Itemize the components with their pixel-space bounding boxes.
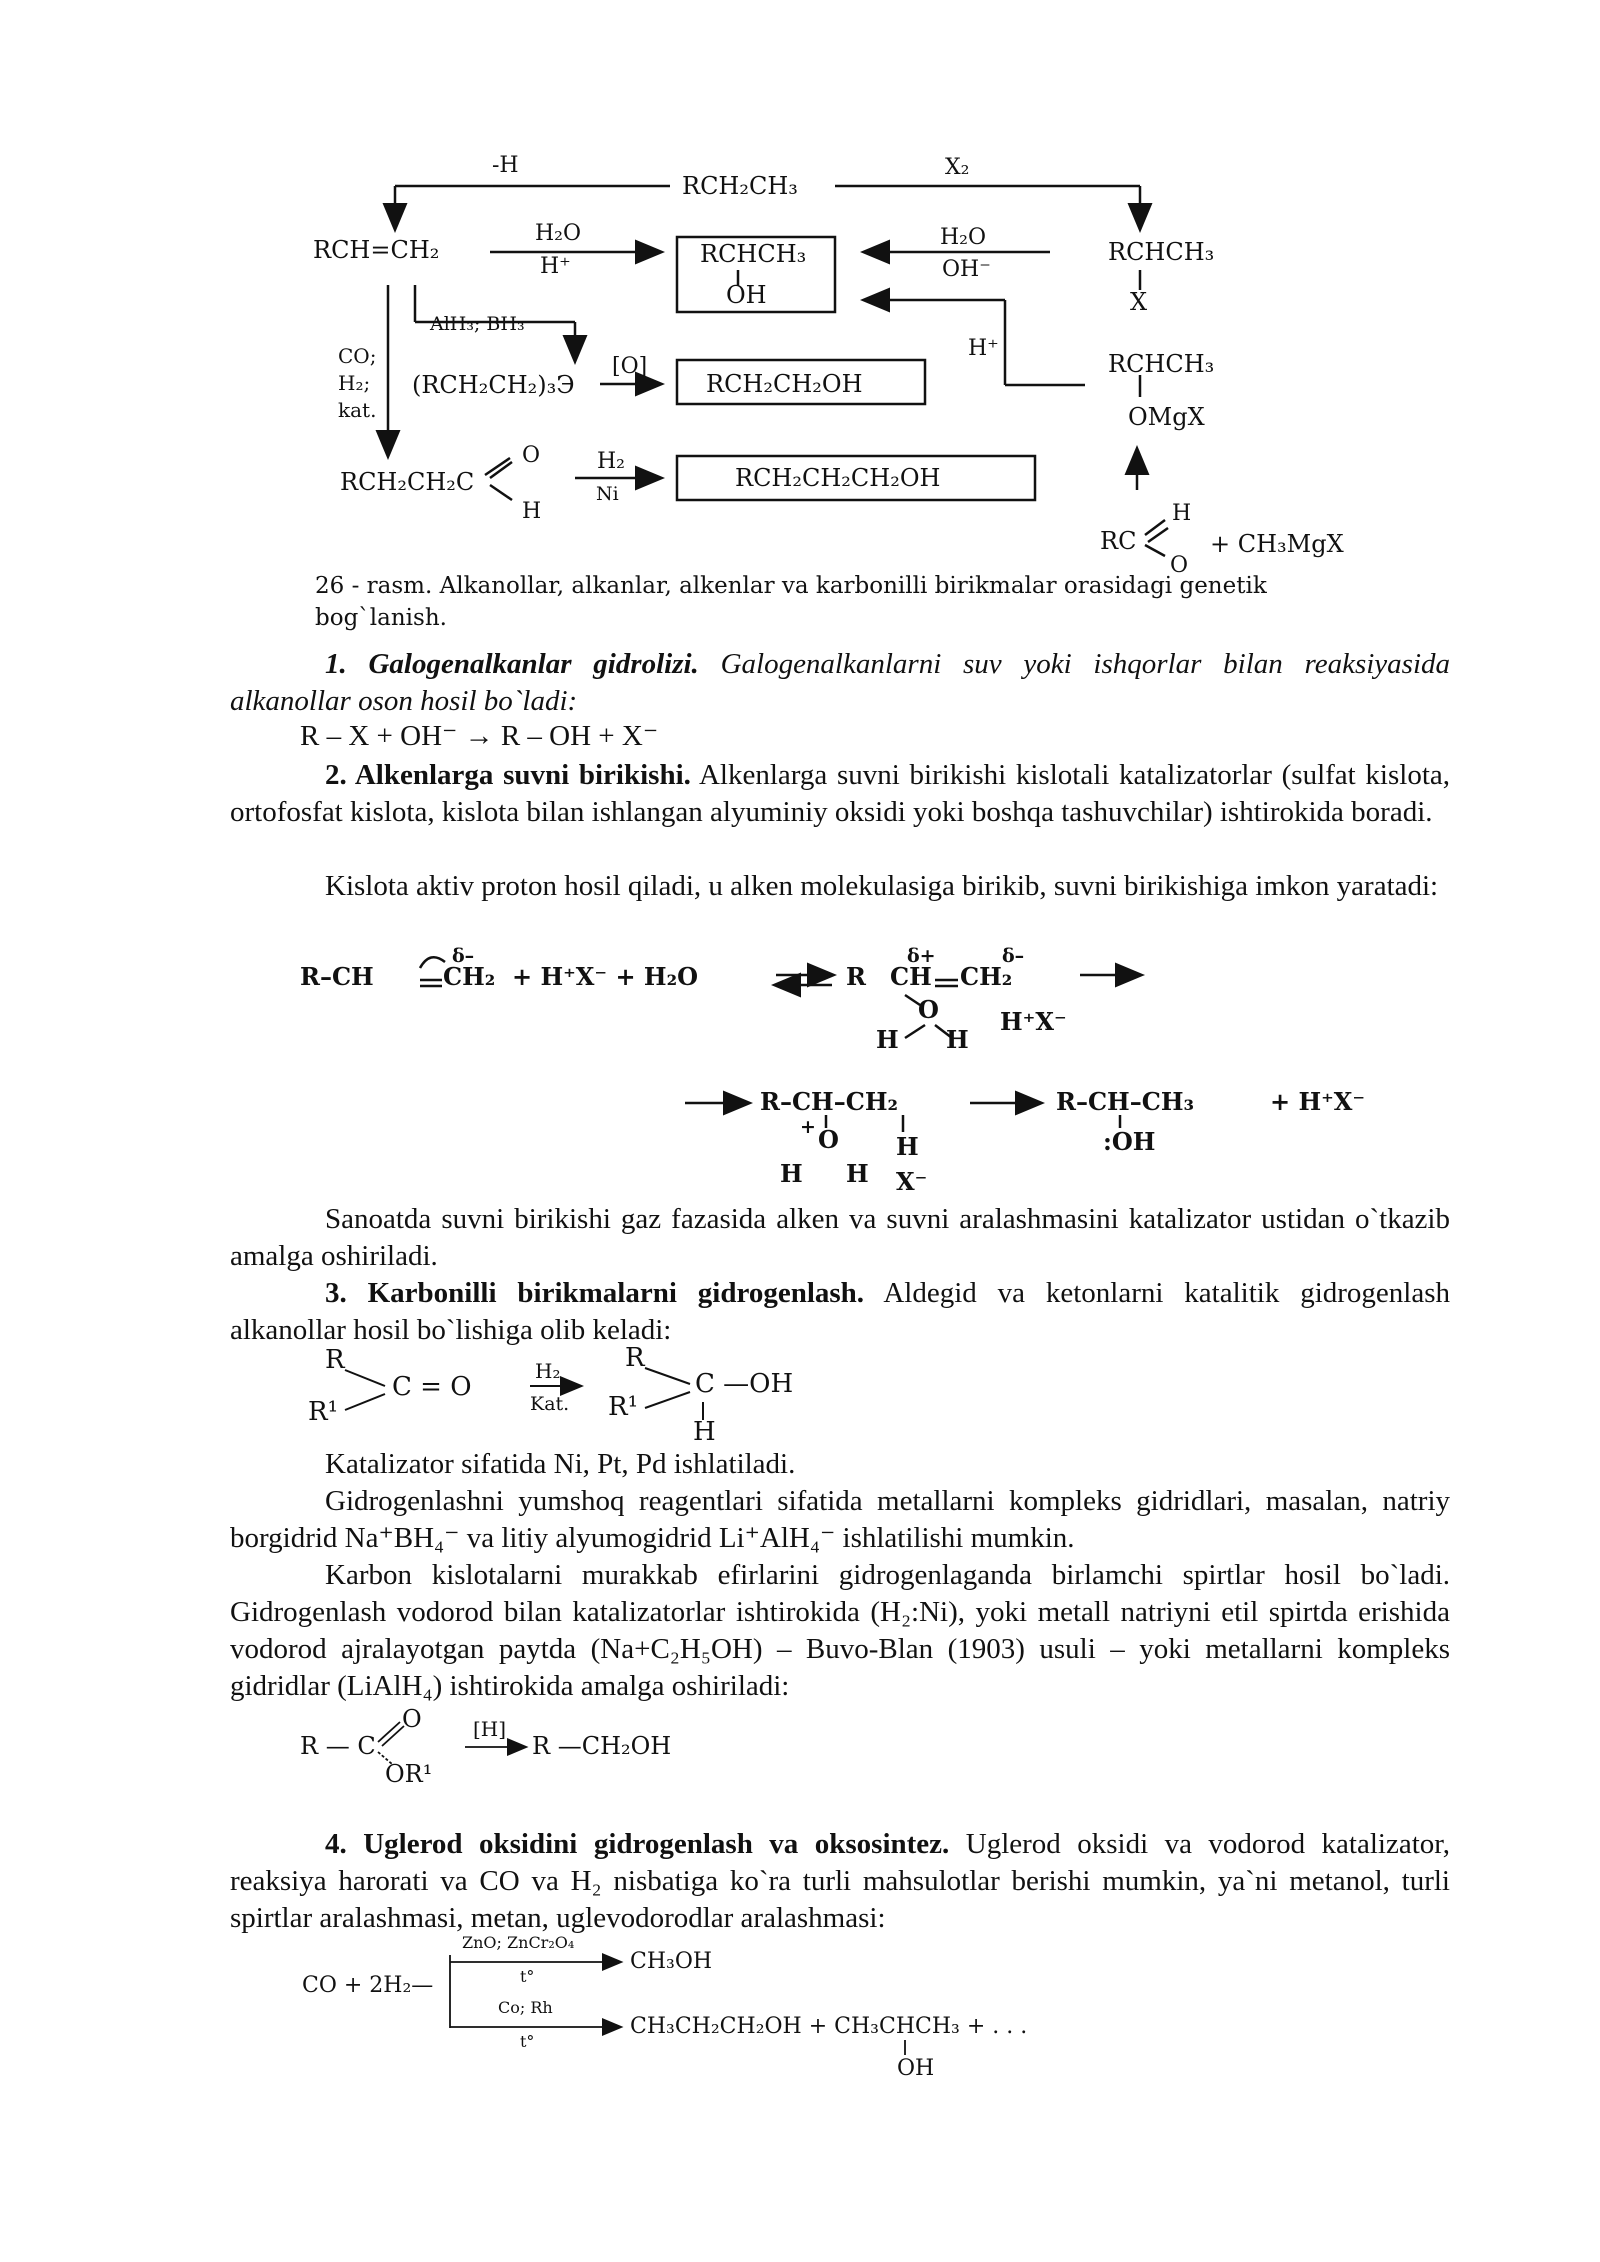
oxo-oh: OH: [897, 2056, 935, 2081]
halide-x-label: X: [1130, 288, 1148, 316]
carbonyl-r1: R¹: [308, 1397, 338, 1427]
hyd-a-r-ch: R–CH: [300, 962, 374, 991]
grignard-label: + CH₃MgX: [1210, 530, 1344, 558]
carbonyl-prod-r1: R¹: [608, 1392, 638, 1422]
halide-label: RCHCH₃: [1108, 238, 1215, 266]
hydrolysis-equation: R – X + OH⁻ → R – OH + X⁻: [300, 720, 659, 752]
carbonyl-prod-r: R: [625, 1343, 645, 1373]
ester-o: O: [402, 1705, 422, 1733]
hyd-b-o: O: [818, 1125, 839, 1154]
hyd-b-plus: +: [800, 1116, 816, 1138]
section-2-title: 2. Alkenlarga suvni birikishi.: [325, 759, 691, 791]
ester-product: R —CH₂OH: [532, 1732, 672, 1760]
hyd-a-h1: H: [876, 1025, 899, 1054]
hyd-a-ch: CH: [890, 962, 932, 991]
sec-alcohol-label: RCHCH₃: [700, 240, 807, 268]
x2-label: X₂: [945, 155, 970, 180]
h2-label: H₂;: [338, 371, 371, 395]
hyd-a-r: R: [846, 962, 866, 991]
hyd-a-o: O: [918, 995, 939, 1024]
hyd-a-delta-plus: δ+: [907, 945, 936, 967]
section-3-text: Aldegid va ketonlarni katalitik gidrogenlash alkanollar hosil bo`lishiga olib keladi:: [230, 1277, 1451, 1346]
section-2-paragraph: [230, 757, 1450, 831]
primary-alcohol-label: RCH₂CH₂OH: [706, 370, 863, 398]
aldehyde-h-label: H: [522, 499, 542, 524]
sec-alcohol-oh-label: OH: [726, 281, 767, 309]
h2o-top-label: H₂O: [535, 221, 582, 246]
alkene-label: RCH=CH₂: [313, 236, 440, 264]
oxo-methanol: CH₃OH: [630, 1949, 713, 1974]
hyd-a-hx: H⁺X⁻: [1000, 1007, 1067, 1036]
oh-minus-label: OH⁻: [942, 257, 991, 282]
oxo-t1: t°: [520, 1967, 535, 1986]
omgx-label: RCHCH₃: [1108, 350, 1215, 378]
rch2ch3-label: RCH₂CH₃: [682, 172, 798, 200]
section-1-text: Galogenalkanlarni suv yoki ishqorlar bilan reaksiyasida alkanollar oson hosil bo`ladi:: [230, 648, 1451, 717]
aldehyde2-label: RC: [1100, 527, 1137, 555]
carbonyl-kat: Kat.: [530, 1393, 570, 1415]
h2-ni-bottom-label: Ni: [596, 483, 619, 505]
ester-or1: OR¹: [385, 1760, 433, 1788]
h2o-right-label: H₂O: [940, 225, 987, 250]
oxo-reactants: CO + 2H₂—: [302, 1973, 434, 1998]
hyd-b-h1: H: [780, 1159, 803, 1188]
hyd-b-h3: H: [896, 1132, 919, 1161]
hyd-a-ch2: CH₂: [443, 962, 496, 991]
hyd-a-h2: H: [946, 1025, 969, 1054]
oxo-cat2: Co; Rh: [498, 1998, 553, 2017]
aldehyde2-h-label: H: [1172, 501, 1192, 526]
aldehyde2-o-label: O: [1170, 553, 1189, 578]
ester-r-c: R — C: [300, 1732, 376, 1760]
hyd-b-chain: R–CH–CH₂: [760, 1087, 899, 1116]
section-3-title: 3. Karbonilli birikmalarni gidrogenlash.: [325, 1277, 865, 1309]
kat-label: kat.: [338, 398, 377, 422]
section-3-p3: Gidrogenlashni yumshoq reagentlari sifatida metallarni kompleks gidridlari, masalan, natriy borgidrid Na⁺BH₄⁻ va litiy alyumogidrid Li⁺AlH₄⁻ ishlatilishi mumkin.: [230, 1485, 1450, 1554]
aldehyde-label: RCH₂CH₂C: [340, 468, 475, 496]
figure-caption: 26 - rasm. Alkanollar, alkanlar, alkenlar va karbonilli birikmalar orasidagi genetik bog`lanish.: [315, 573, 1267, 631]
section-4-text: Uglerod oksidi va vodorod katalizator, reaksiya harorati va CO va H₂ nisbatiga ko`ra turli mahsulotlar berishi mumkin, ya`ni metanol, turli spirtlar aralashmasi, metan, uglevodorodlar aralashmasi:: [230, 1828, 1451, 1934]
oxidation-label: [O]: [612, 354, 648, 379]
aldehyde-o-label: O: [522, 443, 541, 468]
section-3-paragraph: [230, 1275, 1450, 1349]
section-2-p2: Kislota aktiv proton hosil qiladi, u alken molekulasiga birikib, suvni birikishiga imkon yaratadi:: [325, 870, 1439, 902]
carbonyl-prod-coh: C —OH: [695, 1369, 794, 1399]
omgx-2-label: OMgX: [1128, 403, 1205, 431]
hyd-a-delta-minus-2: δ–: [1002, 945, 1025, 967]
carbonyl-co: C = O: [392, 1372, 472, 1402]
h2-ni-top-label: H₂: [597, 449, 626, 474]
hyd-b-oh: :OH: [1103, 1127, 1156, 1156]
alh3-label: AlH₃; BH₃: [430, 313, 525, 335]
section-2-p3: Sanoatda suvni birikishi gaz fazasida alken va suvni aralashmasini katalizator ustidan o`tkazib amalga oshiriladi.: [230, 1203, 1450, 1272]
hyd-b-x: X⁻: [896, 1167, 928, 1196]
butanol-label: RCH₂CH₂CH₂OH: [735, 464, 941, 492]
oxo-t2: t°: [520, 2032, 535, 2051]
section-3-p2: Katalizator sifatida Ni, Pt, Pd ishlatiladi.: [325, 1448, 796, 1480]
hyd-b-h2: H: [846, 1159, 869, 1188]
h-plus-label: H⁺: [540, 254, 571, 279]
section-4-paragraph: [230, 1826, 1450, 1937]
trialkyl-label: (RCH₂CH₂)₃Э: [412, 371, 575, 399]
hyd-a-reagents: + H⁺X⁻ + H₂O: [512, 962, 699, 991]
hyd-b-hx: + H⁺X⁻: [1270, 1087, 1366, 1116]
section-1-paragraph: [230, 646, 1450, 720]
oxo-alcohols: CH₃CH₂CH₂OH + CH₃CHCH₃ + . . .: [630, 2014, 1028, 2039]
section-3-p4: Karbon kislotalarni murakkab efirlarini gidrogenlaganda birlamchi spirtlar hosil bo`ladi. Gidrogenlash vodorod bilan katalizatorlar ishtirokida (H₂:Ni), yoki metall natriyni etil spirtda erishida vodorod ajralayotgan paytda (Na+C₂H₅OH) – Buvo-Blan (1903) usuli – yoki metallarni kompleks gidridlar (LiAlH₄) ishtirokida amalga oshiriladi:: [230, 1559, 1450, 1702]
co-label: CO;: [338, 344, 377, 368]
section-4-title: 4. Uglerod oksidini gidrogenlash va oksosintez.: [325, 1828, 950, 1860]
carbonyl-prod-h: H: [693, 1417, 716, 1447]
carbonyl-h2: H₂: [535, 1359, 561, 1383]
hyd-a-ch2-2: CH₂: [960, 962, 1013, 991]
section-1-title: 1. Galogenalkanlar gidrolizi.: [325, 648, 699, 680]
oxo-cat1: ZnO; ZnCr₂O₄: [462, 1933, 575, 1952]
hyd-b-product: R–CH–CH₃: [1056, 1087, 1195, 1116]
minus-h2-label: -H: [492, 153, 519, 178]
section-2-text: Alkenlarga suvni birikishi kislotali katalizatorlar (sulfat kislota, ortofosfat kislota, kislota bilan ishlangan alyuminiy oksidi yoki boshqa tashuvchilar) ishtirokida boradi.: [230, 759, 1450, 828]
hyd-a-delta-minus: δ–: [452, 945, 475, 967]
h-plus-2-label: H⁺: [968, 336, 999, 361]
carbonyl-r: R: [325, 1345, 345, 1375]
ester-h: [H]: [473, 1717, 507, 1741]
